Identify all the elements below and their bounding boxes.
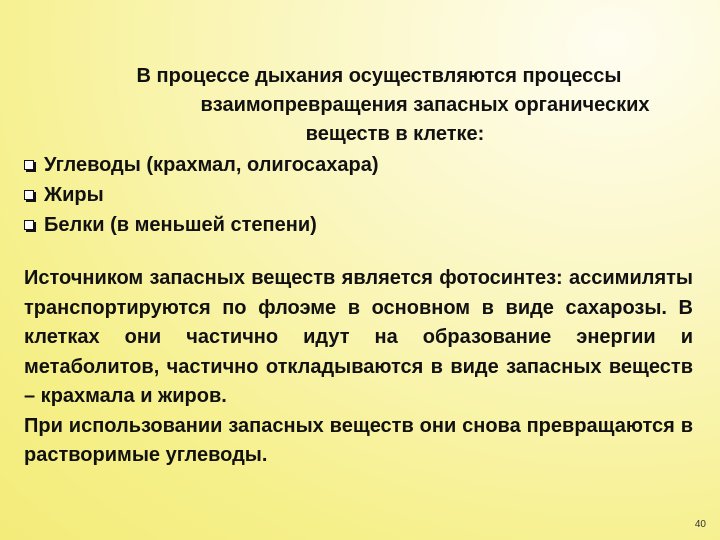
slide-heading xyxy=(20,62,700,149)
page-number: 40 xyxy=(694,519,706,530)
heading-line-2: взаимопревращения запасных органических xyxy=(200,94,650,116)
bullet-label: Углеводы (крахмал, олигосахара) xyxy=(44,154,379,176)
bullet-item-fats xyxy=(24,180,378,210)
body-text xyxy=(24,264,693,471)
bullet-list xyxy=(24,150,378,240)
bullet-label: Жиры xyxy=(44,184,104,206)
bullet-item-carbohydrates xyxy=(24,150,378,180)
hollow-square-bullet-icon xyxy=(24,190,36,202)
heading-line-3: веществ в клетке: xyxy=(305,123,485,145)
heading-line-1: В процессе дыхания осуществляются процессы xyxy=(136,65,622,87)
bullet-label: Белки (в меньшей степени) xyxy=(44,214,317,236)
bullet-item-proteins xyxy=(24,210,378,240)
paragraph-source: Источником запасных веществ является фотосинтез: ассимиляты транспортируются по флоэме в основном в виде сахарозы. В клетках они частично идут на образование энергии и метаболитов, частично откладываются в виде запасных веществ – крахмала и жиров. xyxy=(24,267,693,407)
hollow-square-bullet-icon xyxy=(24,160,36,172)
hollow-square-bullet-icon xyxy=(24,220,36,232)
paragraph-usage: При использовании запасных веществ они снова превращаются в растворимые углеводы. xyxy=(24,414,693,466)
